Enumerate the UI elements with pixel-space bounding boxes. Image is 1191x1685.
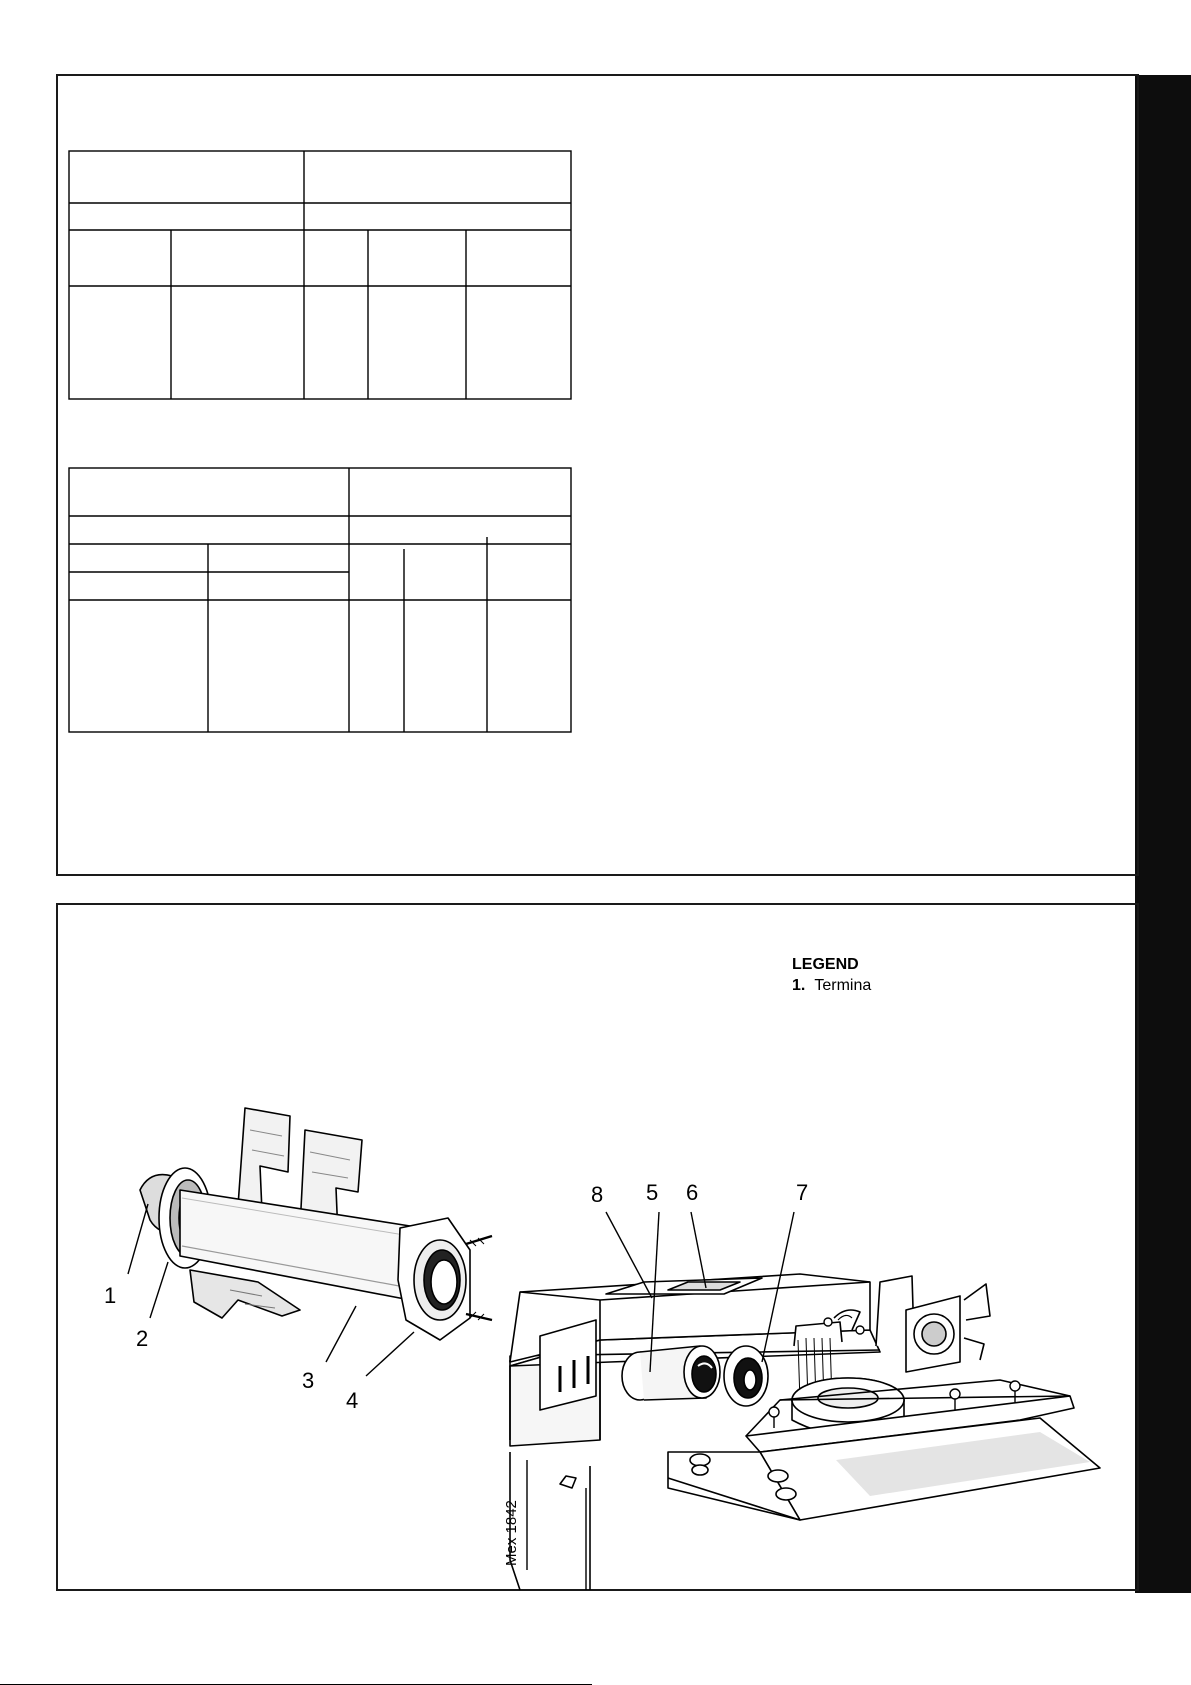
callout-2: 2 — [136, 1326, 149, 1351]
boiler-chassis-drawing — [510, 1274, 1100, 1590]
legend-item-text: Termina — [814, 977, 872, 994]
callout-4: 4 — [346, 1388, 359, 1413]
callout-3: 3 — [302, 1368, 315, 1393]
callout-5: 5 — [646, 1180, 659, 1205]
callout-7: 7 — [796, 1180, 809, 1205]
callout-1: 1 — [104, 1283, 117, 1308]
callout-8: 8 — [591, 1182, 604, 1207]
figure-reference-code: Mex 1842 — [503, 1500, 520, 1566]
legend-item-number: 1. — [792, 977, 806, 994]
callout-6: 6 — [686, 1180, 699, 1205]
legend-heading: LEGEND — [792, 956, 859, 973]
flue-terminal-drawing — [140, 1108, 492, 1340]
